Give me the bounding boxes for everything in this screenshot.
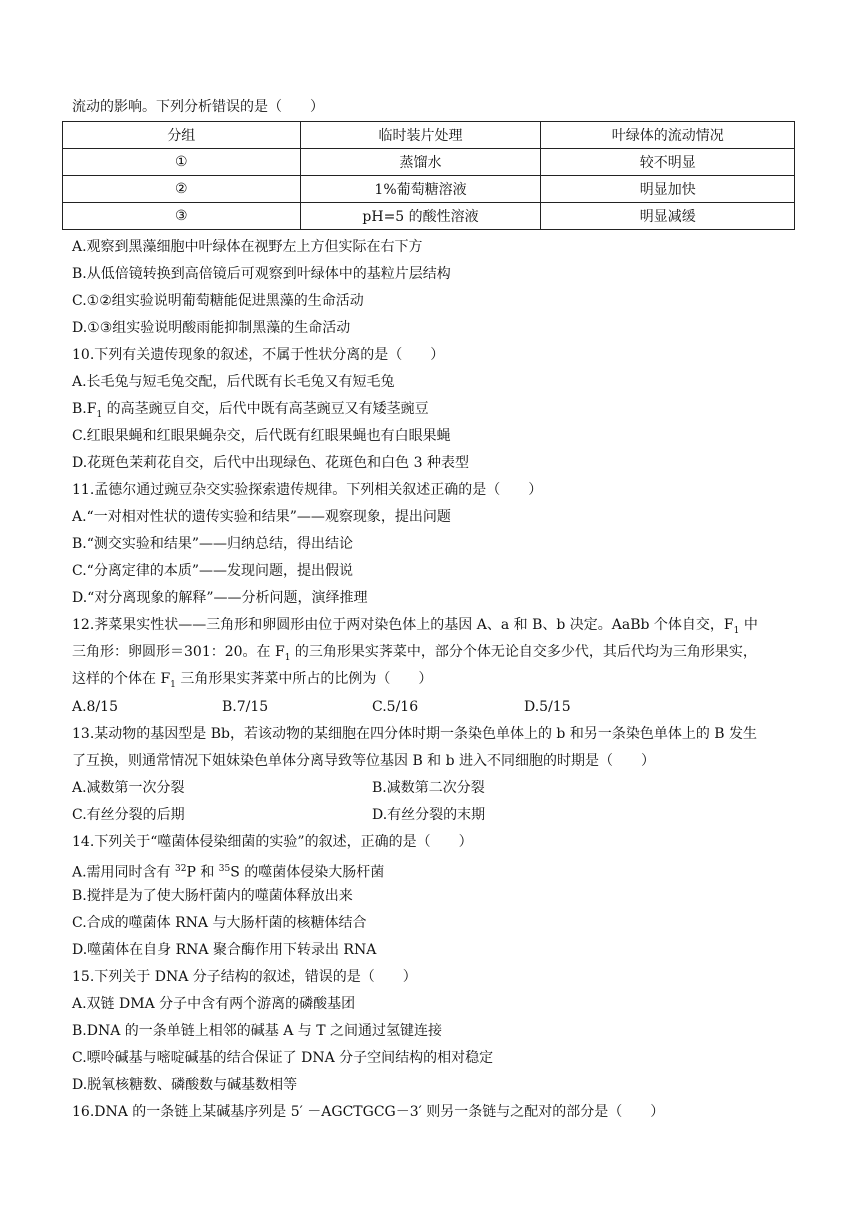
question-12-line-3 bbox=[72, 669, 432, 695]
text-fragment: P 和 bbox=[186, 864, 219, 881]
option-14a bbox=[72, 859, 384, 883]
text-fragment: 这样的个体在 F bbox=[72, 671, 171, 687]
text-fragment: A.需用同时含有 bbox=[72, 864, 176, 881]
option-12c: C.5/16 bbox=[372, 699, 419, 715]
option-11a: A.“一对相对性状的遗传实验和结果”——观察现象，提出问题 bbox=[72, 509, 451, 525]
text-fragment: 三角形果实荠菜中所占的比例为（ ） bbox=[175, 671, 433, 687]
subscript: 1 bbox=[733, 625, 740, 636]
option-14b: B.搅拌是为了使大肠杆菌内的噬菌体释放出来 bbox=[72, 888, 353, 904]
question-15-stem: 15.下列关于 DNA 分子结构的叙述，错误的是（ ） bbox=[72, 969, 417, 985]
option-10a: A.长毛兔与短毛兔交配，后代既有长毛兔又有短毛兔 bbox=[72, 374, 395, 390]
table-header-cell: 叶绿体的流动情况 bbox=[541, 122, 795, 149]
table-cell: 明显加快 bbox=[541, 176, 795, 203]
table-cell: pH=5 的酸性溶液 bbox=[300, 203, 541, 230]
option-9c: C.①②组实验说明葡萄糖能促进黑藻的生命活动 bbox=[72, 293, 364, 309]
option-12b: B.7/15 bbox=[222, 699, 269, 715]
question-13-line-2: 了互换，则通常情况下姐妹染色单体分离导致等位基因 B 和 b 进入不同细胞的时期是（ ） bbox=[72, 753, 656, 769]
text-fragment: 12.荠菜果实性状——三角形和卵圆形由位于两对染色体上的基因 A、a 和 B、b 决定。AaBb 个体自交，F bbox=[72, 617, 734, 633]
text-fragment: 的高茎豌豆自交，后代中既有高茎豌豆又有矮茎豌豆 bbox=[102, 401, 429, 417]
option-13a: A.减数第一次分裂 bbox=[72, 780, 185, 796]
table-row bbox=[63, 176, 795, 203]
question-16-stem: 16.DNA 的一条链上某碱基序列是 5′ －AGCTGCG－3′ 则另一条链与之配对的部分是（ ） bbox=[72, 1104, 665, 1120]
option-15a: A.双链 DMA 分子中含有两个游离的磷酸基团 bbox=[72, 996, 356, 1012]
text-fragment: B.F bbox=[72, 401, 97, 417]
table-cell: ① bbox=[63, 149, 301, 176]
table-cell: 明显减缓 bbox=[541, 203, 795, 230]
table-header-row bbox=[63, 122, 795, 149]
question-11-stem: 11.孟德尔通过豌豆杂交实验探索遗传规律。下列相关叙述正确的是（ ） bbox=[72, 482, 543, 498]
superscript: 32 bbox=[175, 864, 187, 874]
superscript: 35 bbox=[218, 864, 231, 874]
option-15d: D.脱氧核糖数、磷酸数与碱基数相等 bbox=[72, 1077, 298, 1093]
option-11b: B.“测交实验和结果”——归纳总结，得出结论 bbox=[72, 536, 354, 552]
subscript: 1 bbox=[284, 652, 291, 663]
option-12d: D.5/15 bbox=[524, 699, 571, 715]
table-header-cell: 分组 bbox=[63, 122, 301, 149]
option-15c: C.嘌呤碱基与嘧啶碱基的结合保证了 DNA 分子空间结构的相对稳定 bbox=[72, 1050, 494, 1066]
table-row bbox=[63, 203, 795, 230]
question-9-stem-tail: 流动的影响。下列分析错误的是（ ） bbox=[72, 99, 324, 115]
question-13-line-1: 13.某动物的基因型是 Bb，若该动物的某细胞在四分体时期一条染色单体上的 b 和另一条染色单体上的 B 发生 bbox=[72, 726, 758, 742]
option-9a: A.观察到黑藻细胞中叶绿体在视野左上方但实际在右下方 bbox=[72, 239, 423, 255]
subscript: 1 bbox=[170, 679, 176, 690]
option-15b: B.DNA 的一条单链上相邻的碱基 A 与 T 之间通过氢键连接 bbox=[72, 1023, 443, 1039]
table-cell: ③ bbox=[63, 203, 301, 230]
experiment-table bbox=[62, 121, 795, 230]
text-fragment: 的三角形果实荠菜中，部分个体无论自交多少代，其后代均为三角形果实， bbox=[290, 644, 757, 660]
table-cell: ② bbox=[63, 176, 301, 203]
option-12a: A.8/15 bbox=[72, 699, 118, 715]
option-14d: D.噬菌体在自身 RNA 聚合酶作用下转录出 RNA bbox=[72, 942, 377, 958]
option-13b: B.减数第二次分裂 bbox=[372, 780, 485, 796]
option-9b: B.从低倍镜转换到高倍镜后可观察到叶绿体中的基粒片层结构 bbox=[72, 266, 451, 282]
option-13d: D.有丝分裂的末期 bbox=[372, 807, 486, 823]
option-14c: C.合成的噬菌体 RNA 与大肠杆菌的核糖体结合 bbox=[72, 915, 367, 931]
table-header-cell: 临时装片处理 bbox=[300, 122, 541, 149]
text-fragment: 中 bbox=[739, 617, 758, 633]
question-14-stem: 14.下列关于“噬菌体侵染细菌的实验”的叙述，正确的是（ ） bbox=[72, 834, 473, 850]
table-cell: 1%葡萄糖溶液 bbox=[300, 176, 541, 203]
option-10d: D.花斑色茉莉花自交，后代中出现绿色、花斑色和白色 3 种表型 bbox=[72, 455, 469, 471]
option-10b bbox=[72, 399, 429, 425]
question-12-line-1 bbox=[72, 615, 758, 641]
table-cell: 蒸馏水 bbox=[300, 149, 541, 176]
question-12-line-2 bbox=[72, 642, 757, 668]
table-cell: 较不明显 bbox=[541, 149, 795, 176]
text-fragment: S 的噬菌体侵染大肠杆菌 bbox=[230, 864, 385, 881]
subscript: 1 bbox=[96, 409, 103, 420]
question-10-stem: 10.下列有关遗传现象的叙述，不属于性状分离的是（ ） bbox=[72, 347, 445, 363]
option-9d: D.①③组实验说明酸雨能抑制黑藻的生命活动 bbox=[72, 320, 351, 336]
table-row bbox=[63, 149, 795, 176]
option-13c: C.有丝分裂的后期 bbox=[72, 807, 185, 823]
option-11d: D.“对分离现象的解释”——分析问题，演绎推理 bbox=[72, 590, 368, 606]
text-fragment: 三角形：卵圆形＝301：20。在 F bbox=[72, 644, 285, 660]
option-11c: C.“分离定律的本质”——发现问题，提出假说 bbox=[72, 563, 353, 579]
option-10c: C.红眼果蝇和红眼果蝇杂交，后代既有红眼果蝇也有白眼果蝇 bbox=[72, 428, 451, 444]
